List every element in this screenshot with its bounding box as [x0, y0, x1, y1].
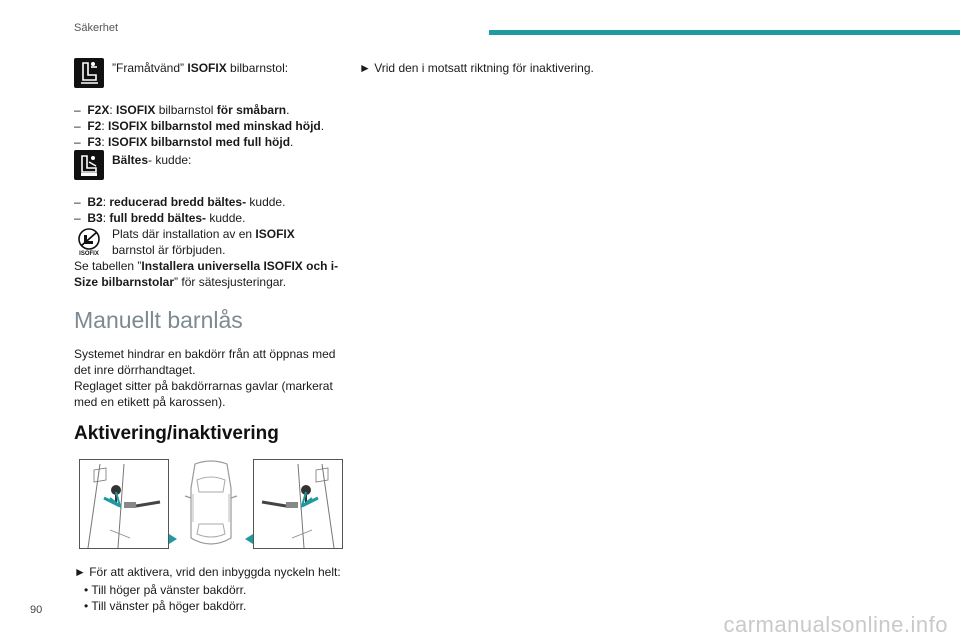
see-table-link-text: Installera universella ISOFIX och i-Size bilbarnstolar	[74, 259, 339, 289]
item-code: F3	[87, 135, 102, 149]
car-top-view-icon	[181, 458, 241, 550]
watermark: carmanualsonline.info	[723, 612, 948, 637]
see-table-paragraph	[74, 258, 346, 290]
item-bold: för småbarn	[216, 103, 287, 117]
page-number: 90	[30, 604, 43, 616]
item-code: F2	[87, 119, 102, 133]
belt-cushion-suffix: - kudde:	[148, 153, 192, 167]
forbidden-line1: Plats där installation av en	[112, 227, 256, 241]
forward-seat-suffix: bilbarnstol:	[226, 61, 289, 75]
header-accent-bar	[489, 30, 960, 35]
isofix-list	[74, 102, 346, 150]
forbidden-line2: barnstol är förbjuden.	[112, 243, 226, 257]
left-column	[74, 58, 346, 614]
see-table-text: ” för sätesjusteringar.	[174, 275, 287, 289]
item-text: kudde.	[246, 195, 286, 209]
cushion-list	[74, 194, 346, 226]
item-text: bilbarnstol	[155, 103, 217, 117]
arrow-left-icon	[245, 534, 253, 544]
list-item: – F2X: ISOFIX bilbarnstol för småbarn.	[74, 103, 290, 117]
para-child-lock-2: Reglaget sitter på bakdörrarnas gavlar (markerat med en etikett på karossen).	[74, 379, 333, 409]
item-end: .	[320, 119, 325, 133]
forbidden-row	[74, 226, 346, 258]
forward-seat-bold: ISOFIX	[187, 61, 227, 75]
right-door-lock-panel	[253, 459, 343, 549]
item-sep: :	[102, 211, 110, 225]
left-door-lock-panel	[79, 459, 169, 549]
item-bold: ISOFIX bilbarnstol med minskad höjd	[108, 119, 321, 133]
item-bold: full bredd bältes-	[109, 211, 207, 225]
forward-facing-isofix-seat-icon	[74, 58, 104, 88]
right-column	[359, 61, 649, 75]
list-item: • Till vänster på höger bakdörr.	[84, 598, 346, 614]
see-table-text: Se tabellen ”	[74, 259, 142, 273]
list-item: – B3: full bredd bältes- kudde.	[74, 211, 246, 225]
item-sep: :	[101, 135, 109, 149]
isofix-icon-label: ISOFIX	[79, 251, 99, 256]
activate-bullets	[74, 582, 346, 614]
item-end: .	[290, 135, 294, 149]
list-item: • Till höger på vänster bakdörr.	[84, 582, 346, 598]
item-code: B2	[87, 195, 103, 209]
subheading-activation: Aktivering/inaktivering	[74, 423, 279, 444]
list-item: – B2: reducerad bredd bältes- kudde.	[74, 195, 286, 209]
item-sep: :	[101, 119, 109, 133]
item-bold: reducerad bredd bältes-	[109, 195, 247, 209]
item-sep: :	[109, 103, 117, 117]
item-code: B3	[87, 211, 103, 225]
item-bold: ISOFIX	[116, 103, 156, 117]
list-item: – F2: ISOFIX bilbarnstol med minskad höjd.	[74, 119, 325, 133]
item-end: .	[286, 103, 290, 117]
forward-seat-row	[74, 58, 346, 88]
belt-cushion-row	[74, 150, 346, 180]
item-code: F2X	[87, 103, 110, 117]
activate-instruction: ► För att aktivera, vrid den inbyggda nyckeln helt:	[74, 565, 341, 579]
forbidden-bold: ISOFIX	[255, 227, 295, 241]
list-item: – F3: ISOFIX bilbarnstol med full höjd.	[74, 135, 294, 149]
child-lock-illustration	[79, 458, 346, 550]
arrow-right-icon	[169, 534, 177, 544]
isofix-prohibited-icon	[74, 226, 104, 256]
section-title: Manuellt barnlås	[74, 307, 243, 333]
booster-cushion-icon	[74, 150, 104, 180]
item-sep: :	[102, 195, 110, 209]
item-bold: ISOFIX bilbarnstol med full höjd	[108, 135, 291, 149]
section-label: Säkerhet	[74, 22, 119, 34]
para-child-lock-1: Systemet hindrar en bakdörr från att öppnas med det inre dörrhandtaget.	[74, 347, 336, 377]
item-text: kudde.	[206, 211, 246, 225]
belt-cushion-bold: Bältes	[112, 153, 149, 167]
deactivate-instruction: ► Vrid den i motsatt riktning för inaktivering.	[359, 61, 594, 75]
forward-seat-prefix: ”Framåtvänd”	[112, 61, 188, 75]
